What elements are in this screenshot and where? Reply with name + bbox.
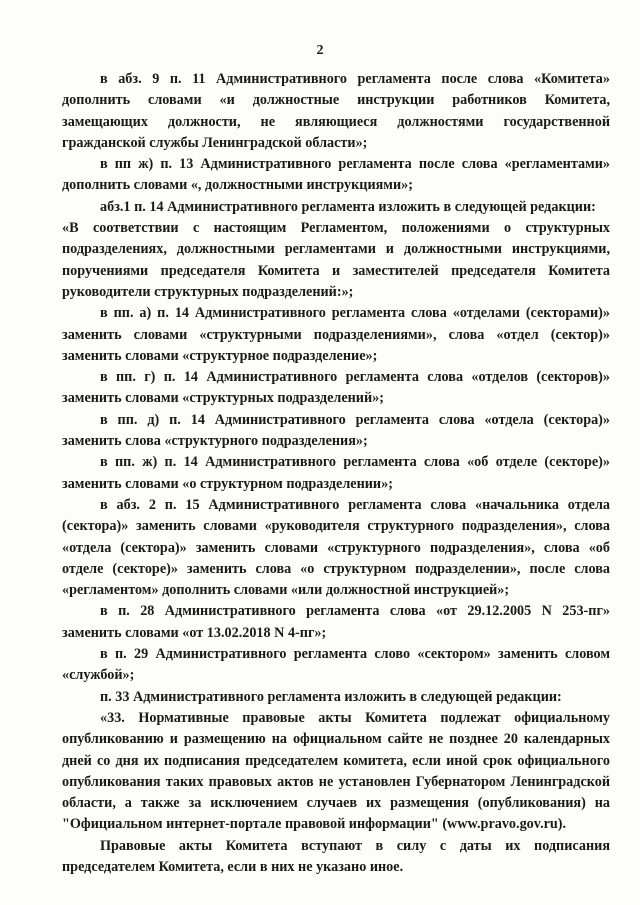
paragraph: в пп. а) п. 14 Административного регламента слова «отделами (секторами)» заменить словами «структурными подразделениями», слова «отдел (сектор)» заменить словами «структурное подразделение»;	[62, 305, 610, 364]
paragraph: в п. 29 Административного регламента слово «сектором» заменить словом «службой»;	[62, 646, 610, 684]
paragraph: в пп ж) п. 13 Административного регламента после слова «регламентами» дополнить словами «, должностными инструкциями»;	[62, 156, 610, 194]
paragraph: в пп. ж) п. 14 Административного регламента слова «об отделе (секторе)» заменить словами «о структурном подразделении»;	[62, 454, 610, 492]
page-number: 2	[316, 43, 324, 58]
paragraph: в пп. д) п. 14 Административного регламента слова «отдела (сектора)» заменить слова «структурного подразделения»;	[62, 411, 610, 450]
paragraph: «33. Нормативные правовые акты Комитета подлежат официальному опубликованию и размещению на официальном сайте не позднее 20 календарных дней со дня их подписания председателем комитета, если иной срок официального опубликования таких правовых актов не установлен Губернатором Ленинградской области, а также за исключением случаев их размещения (опубликования) на "Официальном интернет-портале правовой информации" (www.pravo.gov.ru).	[62, 709, 610, 833]
paragraph: в п. 28 Административного регламента слова «от 29.12.2005 N 253-пг» заменить словами «от 13.02.2018 N 4-пг»;	[62, 603, 610, 641]
paragraph: в абз. 2 п. 15 Административного регламента слова «начальника отдела (сектора)» заменить словами «руководителя структурного подразделения», слова «отдела (сектора)» заменить словами «структурного подразделения», слова «об отделе (секторе)» заменить слова «о структурном подразделении», после слова «регламентом» дополнить словами «или должностной инструкцией»;	[62, 496, 610, 599]
document-body	[62, 69, 610, 878]
paragraph: п. 33 Административного регламента изложить в следующей редакции:	[100, 688, 562, 705]
paragraph: «В соответствии с настоящим Регламентом, положениями о структурных подразделениях, должностными регламентами и должностными инструкциями, поручениями председателя Комитета и заместителей председателя Комитета руководители структурных подразделений:»;	[62, 220, 610, 300]
paragraph: в абз. 9 п. 11 Административного регламента после слова «Комитета» дополнить словами «и должностные инструкции работников Комитета, замещающих должности, не являющиеся должностями государственной гражданской службы Ленинградской области»;	[62, 71, 610, 151]
paragraph: Правовые акты Комитета вступают в силу с даты их подписания председателем Комитета, если в них не указано иное.	[62, 837, 610, 875]
paragraph: в пп. г) п. 14 Административного регламента слова «отделов (секторов)» заменить словами «структурных подразделений»;	[62, 369, 610, 407]
paragraph: абз.1 п. 14 Административного регламента изложить в следующей редакции:	[100, 198, 596, 215]
